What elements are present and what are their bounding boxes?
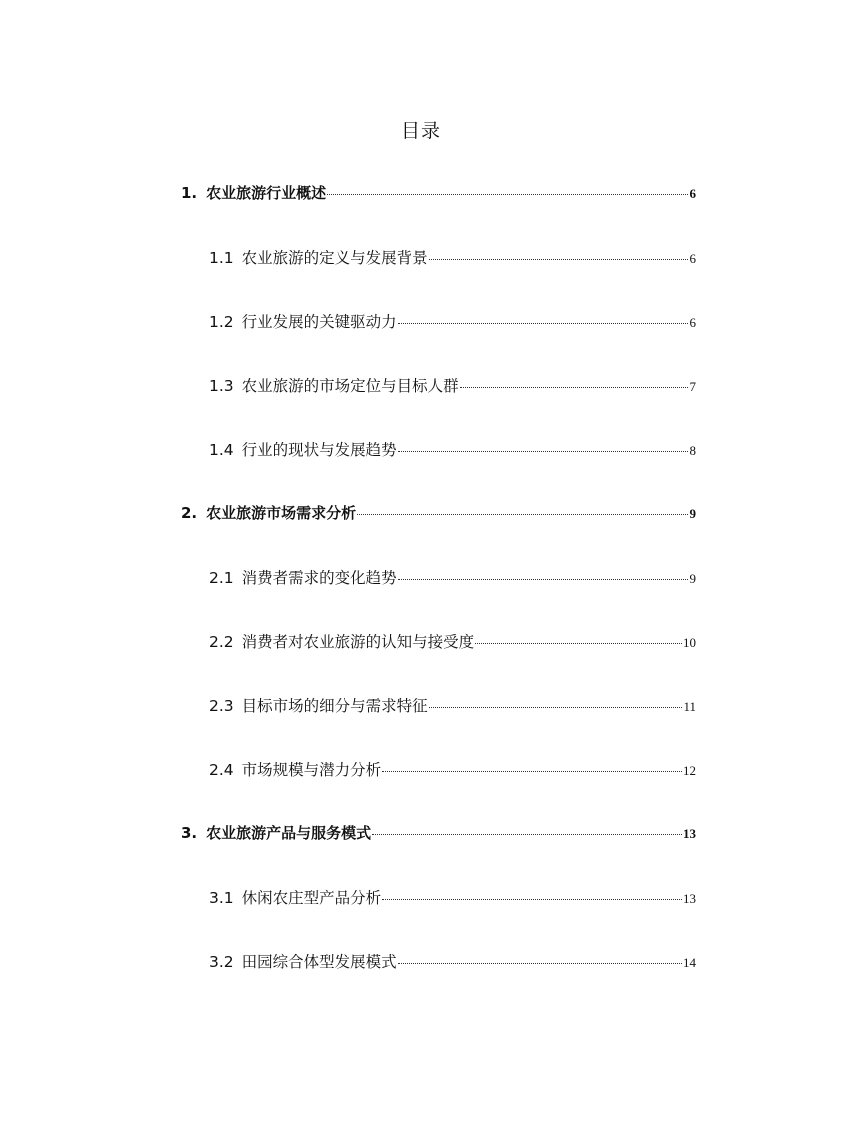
toc-entry-number: 1.3 — [209, 377, 234, 395]
toc-entry-page: 12 — [683, 763, 696, 778]
toc-entry-2-4[interactable] — [209, 758, 696, 782]
toc-entry-3-2[interactable] — [209, 950, 696, 974]
toc-entry-page: 11 — [683, 699, 696, 714]
toc-entry-page: 9 — [689, 571, 696, 586]
toc-entry-label: 市场规模与潜力分析 — [241, 761, 382, 779]
toc-leader-dots — [429, 259, 688, 260]
toc-entry-number: 3.2 — [209, 953, 234, 971]
toc-entry-number: 3.1 — [209, 889, 234, 907]
toc-entry-number: 1. — [181, 184, 198, 202]
toc-entry-3[interactable] — [181, 822, 696, 846]
toc-entry-number: 3. — [181, 824, 198, 842]
toc-leader-dots — [327, 194, 688, 195]
toc-entry-number: 2. — [181, 504, 198, 522]
toc-entry-page: 7 — [689, 379, 696, 394]
toc-entry-3-1[interactable] — [209, 886, 696, 910]
toc-entry-1[interactable] — [181, 182, 696, 206]
toc-entry-number: 1.4 — [209, 441, 234, 459]
toc-entry-page: 13 — [683, 891, 696, 906]
toc-entry-2-1[interactable] — [209, 566, 696, 590]
toc-entry-1-3[interactable] — [209, 374, 696, 398]
toc-leader-dots — [398, 963, 682, 964]
toc-leader-dots — [429, 707, 683, 708]
toc-entry-page: 6 — [689, 315, 696, 330]
toc-entry-number: 1.2 — [209, 313, 234, 331]
toc-entry-2-2[interactable] — [209, 630, 696, 654]
toc-leader-dots — [382, 771, 682, 772]
toc-entry-page: 6 — [689, 186, 696, 201]
toc-entry-page: 13 — [683, 826, 696, 841]
toc-entry-label: 农业旅游的定义与发展背景 — [241, 249, 428, 267]
toc-entry-label: 消费者对农业旅游的认知与接受度 — [241, 633, 475, 651]
toc-entry-1-4[interactable] — [209, 438, 696, 462]
toc-entry-label: 田园综合体型发展模式 — [241, 953, 397, 971]
toc-entry-label: 行业发展的关键驱动力 — [241, 313, 397, 331]
toc-entry-page: 8 — [689, 443, 696, 458]
toc-leader-dots — [398, 323, 688, 324]
toc-entry-label: 农业旅游行业概述 — [206, 184, 327, 202]
toc-leader-dots — [372, 834, 682, 835]
toc-entry-number: 2.1 — [209, 569, 234, 587]
toc-entry-page: 9 — [689, 506, 696, 521]
toc-entry-number: 2.2 — [209, 633, 234, 651]
toc-entry-label: 行业的现状与发展趋势 — [241, 441, 397, 459]
toc-entry-label: 农业旅游的市场定位与目标人群 — [241, 377, 459, 395]
toc-entry-number: 1.1 — [209, 249, 234, 267]
toc-entry-label: 农业旅游产品与服务模式 — [206, 824, 372, 842]
toc-entry-number: 2.4 — [209, 761, 234, 779]
toc-leader-dots — [357, 514, 688, 515]
toc-entry-label: 消费者需求的变化趋势 — [241, 569, 397, 587]
toc-entry-number: 2.3 — [209, 697, 234, 715]
toc-leader-dots — [398, 451, 688, 452]
toc-entry-page: 14 — [683, 955, 696, 970]
toc-entry-label: 休闲农庄型产品分析 — [241, 889, 382, 907]
toc-entry-page: 10 — [683, 635, 696, 650]
toc-entry-1-2[interactable] — [209, 310, 696, 334]
toc-entry-page: 6 — [689, 251, 696, 266]
toc-entry-2-3[interactable] — [209, 694, 696, 718]
toc-leader-dots — [460, 387, 688, 388]
toc-entry-2[interactable] — [181, 502, 696, 526]
toc-entry-1-1[interactable] — [209, 246, 696, 270]
toc-leader-dots — [382, 899, 682, 900]
toc-leader-dots — [398, 579, 688, 580]
toc-leader-dots — [475, 643, 682, 644]
toc-entry-label: 目标市场的细分与需求特征 — [241, 697, 428, 715]
toc-title: 目录 — [400, 120, 441, 142]
toc-entry-label: 农业旅游市场需求分析 — [206, 504, 357, 522]
